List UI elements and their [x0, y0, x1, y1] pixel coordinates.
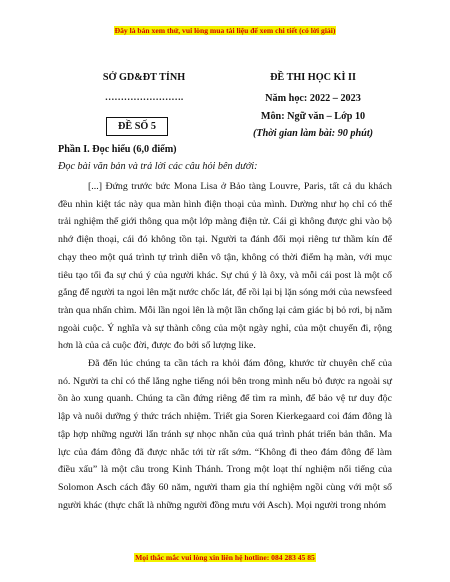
school-department: SỞ GD&ĐT TỈNH	[102, 72, 186, 83]
school-name-placeholder: …………………….	[104, 93, 184, 103]
duration-label: Thời gian làm bài: 90 phút	[256, 128, 370, 139]
passage-paragraph: Đã đến lúc chúng ta cần tách ra khỏi đám đông, khước từ chuyên chế của nó. Người ta chỉ có thể lắng nghe tiếng nói bên trong mình nếu bỏ được ra ngoài sự ồn ào xung quanh. Chúng ta cần đứng riêng để tìm ra mình, để bảo vệ tư duy độc lập và nuôi dưỡng ý thức trách nhiệm. Triết gia Soren Kierkegaard coi đám đông là tập hợp những người lẩn tránh sự nhọc nhằn của quá trình phát triển bản thân. Ma lực của đám đông đã được nhắc tới từ rất sớm. “Không đi theo đám đông để làm điều xấu” là một câu trong Kinh Thánh. Trong một loạt thí nghiệm nổi tiếng của Solomon Asch cách đây 60 năm, người tham gia thí nghiệm ngồi cùng với một số người khác (thực chất là những người đồng mưu với Asch). Mọi người trong nhóm	[58, 358, 392, 511]
exam-number-box: ĐỀ SỐ 5	[106, 117, 168, 136]
subject-grade: Môn: Ngữ văn – Lớp 10	[260, 111, 366, 122]
passage-paragraph: [...] Đứng trước bức Mona Lisa ở Bảo tàng Louvre, Paris, tất cả du khách đều nhìn kiệt tác này qua màn hình điện thoại của mình. Dường như họ chỉ có thể trải nghiệm thế giới thông qua một lớp màng điện tử. Cái gì không được ghi vào bộ nhớ điện thoại, cái đó không tồn tại. Người ta đánh đổi mọi riêng tư thầm kín để chạy theo một quá trình tự trình diễn vô tận, không có thời điểm hạ màn, với mục tiêu tạo tối đa sự chú ý của người khác. Sự chú ý là ôxy, và mỗi cái post là một cố gắng để người ta ngoi lên mặt nước chốc lát, để rồi lại bị lặn sóng mới của newsfeed tràn qua nhấn chìm. Mỗi lần ngoi lên là một lần chống lại cảm giác bị bỏ rơi, bị nằm ngoài cuộc. Ý nghĩa và sự thành công của một ngày nghỉ, của một chuyến đi, rộng hơn là của cả cuộc đời, được đo bởi số lượng like.	[58, 181, 392, 352]
hotline-banner	[0, 553, 450, 562]
school-year: Năm học: 2022 – 2023	[265, 93, 361, 104]
reading-passage	[58, 178, 392, 514]
duration-open-paren: (	[252, 128, 257, 139]
part-title: Phần I. Đọc hiểu (6,0 điểm)	[58, 144, 177, 155]
instruction-text: Đọc bài văn bản và trả lời các câu hỏi bên dưới:	[58, 161, 258, 172]
preview-notice-banner	[0, 26, 450, 35]
duration-close-paren: )	[369, 128, 374, 139]
exam-duration	[235, 128, 391, 139]
exam-title: ĐỀ THI HỌC KÌ II	[270, 72, 356, 83]
hotline-text: Mọi thắc mắc vui lòng xin liên hệ hotline: 084 283 45 85	[135, 553, 315, 562]
preview-notice-text: Đây là bản xem thử, vui lòng mua tài liệu để xem chi tiết (có lời giải)	[114, 26, 336, 35]
